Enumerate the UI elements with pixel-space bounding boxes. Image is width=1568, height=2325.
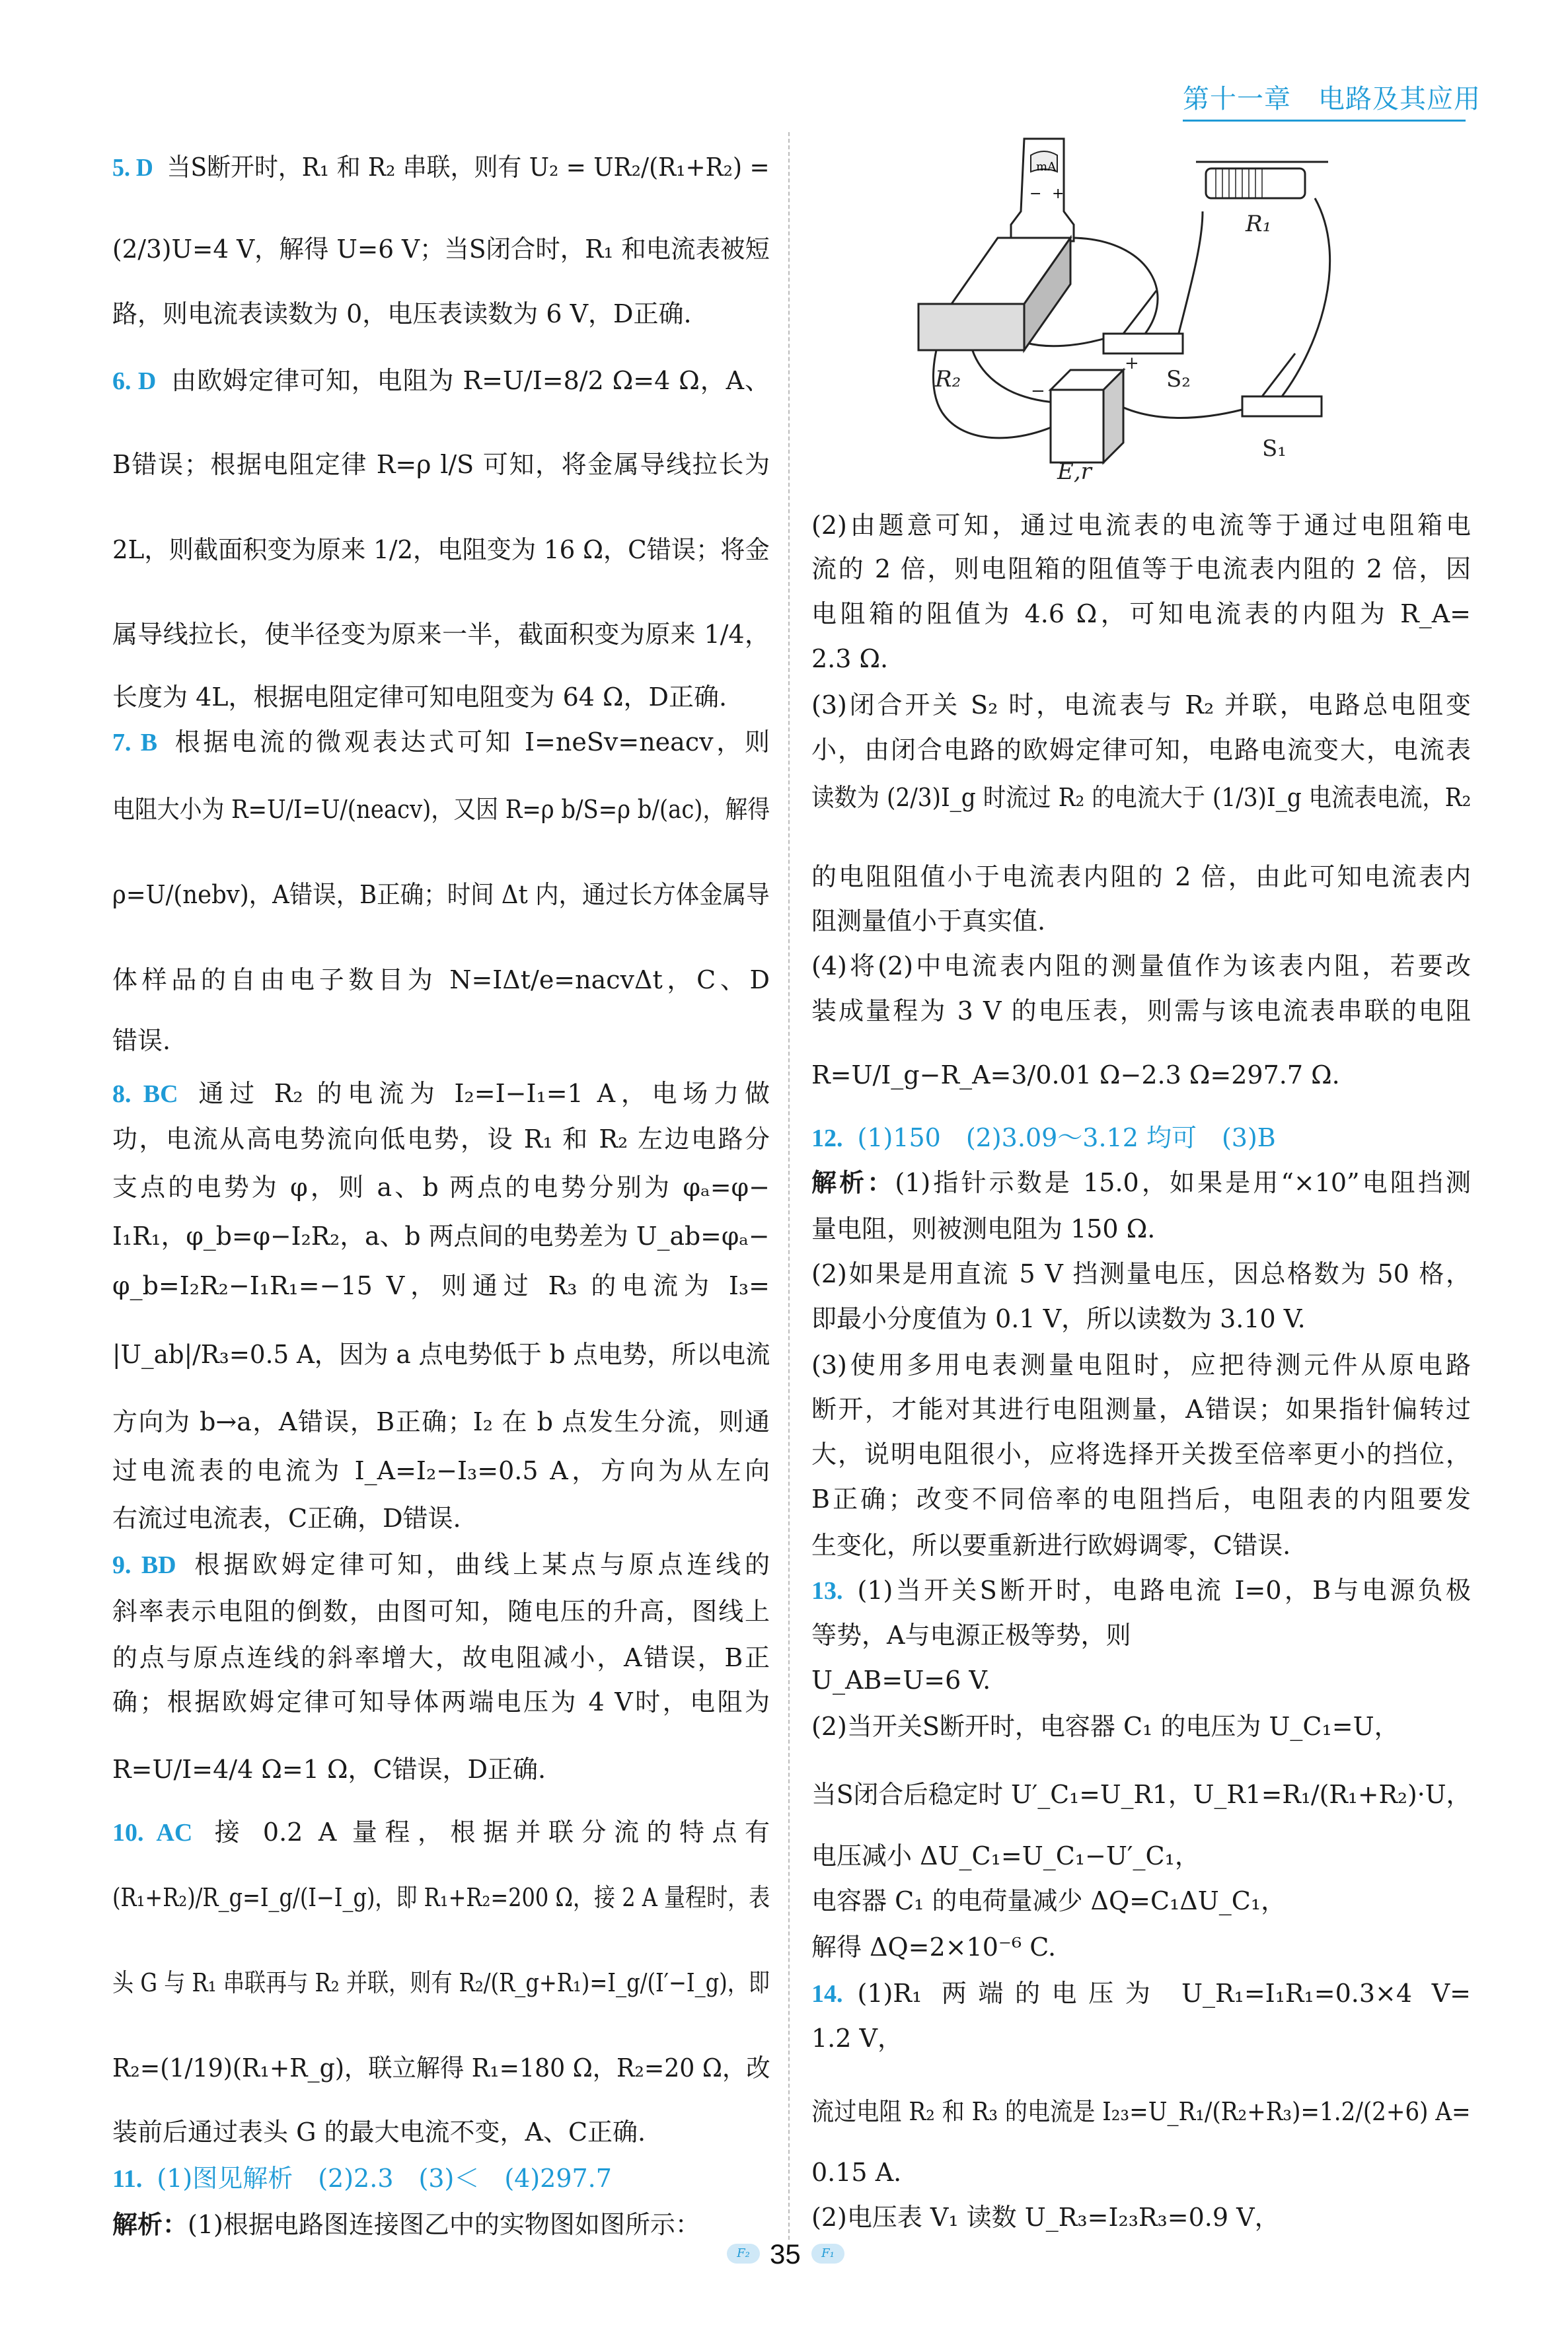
line-text: (1)R₁ 两端的电压为 U_R₁=I₁R₁=0.3×4 V= xyxy=(857,1979,1471,2008)
text-line xyxy=(811,1777,1471,1812)
text-line xyxy=(112,1752,770,1787)
answer-key: (1)图见解析 (2)2.3 (3)＜ (4)297.7 xyxy=(157,2164,612,2193)
text-line xyxy=(811,1437,1471,1471)
line-text: 体样品的自由电子数目为 N=IΔt/e=nacvΔt，C、D xyxy=(112,965,770,994)
line-text: (1)当开关S断开时，电路电流 I=0，B与电源负极 xyxy=(857,1576,1471,1605)
text-line xyxy=(112,1337,770,1372)
line-text: (R₁+R₂)/R_g=I_g/(I−I_g)，即 R₁+R₂=200 Ω，接 2 A 量程时，表 xyxy=(112,1883,770,1912)
line-text: I₁R₁，φ_b=φ−I₂R₂，a、b 两点间的电势差为 U_ab=φₐ− xyxy=(112,1222,770,1251)
text-line xyxy=(811,904,1471,938)
line-text: 接 0.2 A 量程，根据并联分流的特点有 xyxy=(207,1818,770,1847)
text-line xyxy=(112,1594,770,1629)
text-line xyxy=(112,363,770,398)
question-number: 10. AC xyxy=(112,1819,193,1847)
line-text: 量电阻，则被测电阻为 150 Ω. xyxy=(811,1214,1156,1243)
text-line xyxy=(112,1685,770,1719)
question-number: 8. BC xyxy=(112,1080,178,1108)
line-text: 的电阻阻值小于电流表内阻的 2 倍，由此可知电流表内 xyxy=(811,862,1471,891)
line-text: 根据欧姆定律可知，曲线上某点与原点连线的 xyxy=(190,1550,770,1579)
text-line xyxy=(112,877,770,912)
line-text: 阻测量值小于真实值. xyxy=(811,906,1046,936)
s2-label: S₂ xyxy=(1166,366,1191,392)
text-line xyxy=(112,1547,770,1582)
text-line xyxy=(811,1884,1471,1918)
text-line xyxy=(811,780,1471,815)
text-line xyxy=(811,1392,1471,1426)
text-line xyxy=(811,1573,1471,1607)
line-text: R=U/I_g−R_A=3/0.01 Ω−2.3 Ω=297.7 Ω. xyxy=(811,1060,1340,1089)
footer-icon-left-label: F₂ xyxy=(737,2246,750,2260)
text-line xyxy=(112,1501,770,1535)
text-line xyxy=(112,2207,770,2242)
answer-line xyxy=(811,1121,1471,1155)
text-line xyxy=(112,297,770,331)
text-line xyxy=(811,597,1471,631)
battery-icon xyxy=(1031,353,1139,482)
line-text: 属导线拉长，使半径变为原来一半，截面积变为原来 1/4， xyxy=(112,620,770,649)
text-line xyxy=(112,232,770,266)
line-text: 小，由闭合电路的欧姆定律可知，电路电流变大，电流表 xyxy=(811,735,1471,764)
text-line xyxy=(112,792,770,827)
analysis-label: 解析： xyxy=(112,2209,188,2239)
text-line xyxy=(112,1405,770,1439)
text-line xyxy=(811,1930,1471,1964)
text-line xyxy=(811,1482,1471,1516)
text-line xyxy=(112,1966,770,2000)
question-number: 9. BD xyxy=(112,1551,176,1579)
text-line xyxy=(112,725,770,759)
text-line xyxy=(112,1219,770,1253)
text-line xyxy=(112,1269,770,1303)
line-text: 过电流表的电流为 I_A=I₂−I₃=0.5 A，方向为从左向 xyxy=(112,1456,770,1485)
r2-label: R₂ xyxy=(935,366,961,392)
battery-minus: − xyxy=(1031,381,1045,401)
line-text: 方向为 b→a，A错误，B正确；I₂ 在 b 点发生分流，则通 xyxy=(112,1407,770,1436)
text-line xyxy=(811,642,1471,676)
line-text: 大，说明电阻很小，应将选择开关拨至倍率更小的挡位， xyxy=(811,1440,1471,1469)
line-text: (3)使用多用电表测量电阻时，应把待测元件从原电路 xyxy=(811,1350,1471,1380)
positive-charge-icon xyxy=(727,2244,760,2264)
line-text: 功，电流从高电势流向低电势，设 R₁ 和 R₂ 左边电路分 xyxy=(112,1125,770,1154)
meter-minus: − xyxy=(1029,186,1042,202)
line-text: (1)指针示数是 15.0，如果是用“×10”电阻挡测 xyxy=(895,1168,1471,1197)
text-line xyxy=(811,1663,1471,1697)
text-line xyxy=(811,1528,1471,1563)
text-line xyxy=(811,733,1471,767)
line-text: B正确；改变不同倍率的电阻挡后，电阻表的内阻要发 xyxy=(811,1485,1471,1514)
circuit-figure xyxy=(872,126,1401,482)
line-text: 电容器 C₁ 的电荷量减少 ΔQ=C₁ΔU_C₁， xyxy=(811,1886,1287,1915)
text-line xyxy=(112,2051,770,2085)
line-text: 错误. xyxy=(112,1026,171,1055)
chapter-header: 第十一章 电路及其应用 xyxy=(1183,78,1466,122)
line-text: 即最小分度值为 0.1 V，所以读数为 3.10 V. xyxy=(811,1304,1306,1333)
line-text: 当S断开时，R₁ 和 R₂ 串联，则有 U₂ = UR₂/(R₁+R₂) = xyxy=(167,153,770,182)
line-text: 由欧姆定律可知，电阻为 R=U/I=8/2 Ω=4 Ω，A、 xyxy=(170,366,770,395)
line-text: 2L，则截面积变为原来 1/2，电阻变为 16 Ω，C错误；将金 xyxy=(112,535,770,564)
text-line xyxy=(112,2115,770,2149)
line-text: B错误；根据电阻定律 R=ρ l/S 可知，将金属导线拉长为 xyxy=(112,450,770,479)
text-line xyxy=(112,1454,770,1488)
line-text: 确；根据欧姆定律可知导体两端电压为 4 V时，电阻为 xyxy=(112,1687,770,1716)
line-text: U_AB=U=6 V. xyxy=(811,1666,991,1695)
text-line xyxy=(112,1076,770,1111)
switch-s1-icon xyxy=(1242,353,1322,462)
line-text: 1.2 V， xyxy=(811,2024,903,2053)
line-text: (3)闭合开关 S₂ 时，电流表与 R₂ 并联，电路总电阻变 xyxy=(811,690,1471,720)
text-line xyxy=(811,1212,1471,1246)
resistance-box-icon xyxy=(918,238,1070,392)
line-text: 0.15 A. xyxy=(811,2158,902,2187)
text-line xyxy=(811,949,1471,983)
source-label: E,r xyxy=(1057,459,1092,482)
text-line xyxy=(112,1815,770,1849)
question-number: 7. B xyxy=(112,729,158,757)
text-line xyxy=(811,1348,1471,1382)
question-number: 14. xyxy=(811,1980,843,2008)
line-text: ρ=U/(nebv)，A错误，B正确；时间 Δt 内，通过长方体金属导 xyxy=(112,880,770,909)
text-line xyxy=(811,1618,1471,1652)
line-text: (2/3)U=4 V，解得 U=6 V；当S闭合时，R₁ 和电流表被短 xyxy=(112,235,770,264)
line-text: 读数为 (2/3)I_g 时流过 R₂ 的电流大于 (1/3)I_g 电流表电流，R₂ xyxy=(811,783,1472,812)
text-line xyxy=(112,617,770,651)
line-text: 电阻大小为 R=U/I=U/(neacv)，又因 R=ρ b/S=ρ b/(ac)，解得 xyxy=(112,795,770,824)
text-line xyxy=(112,447,770,482)
text-line xyxy=(112,1122,770,1156)
line-text: 支点的电势为 φ，则 a、b 两点的电势分别为 φₐ=φ− xyxy=(112,1173,770,1202)
text-line xyxy=(811,688,1471,722)
text-line xyxy=(811,860,1471,894)
text-line xyxy=(112,963,770,997)
text-line xyxy=(811,994,1471,1028)
line-text: 生变化，所以要重新进行欧姆调零，C错误. xyxy=(811,1531,1291,1560)
r1-label: R₁ xyxy=(1246,211,1272,237)
page-number: 35 xyxy=(770,2238,801,2270)
line-text: (2)电压表 V₁ 读数 U_R₃=I₂₃R₃=0.9 V， xyxy=(811,2203,1280,2232)
question-number: 13. xyxy=(811,1577,843,1605)
line-text: (2)如果是用直流 5 V 挡测量电压，因总格数为 50 格， xyxy=(811,1259,1471,1288)
text-line xyxy=(112,1641,770,1675)
question-number: 6. D xyxy=(112,367,157,395)
text-line xyxy=(811,1165,1471,1200)
line-text: (2)当开关S断开时，电容器 C₁ 的电压为 U_C₁=U， xyxy=(811,1712,1400,1741)
text-line xyxy=(112,1880,770,1915)
text-line xyxy=(112,533,770,567)
line-text: 等势，A与电源正极等势，则 xyxy=(811,1621,1131,1650)
line-text: 流过电阻 R₂ 和 R₃ 的电流是 I₂₃=U_R₁/(R₂+R₃)=1.2/(2+6) A= xyxy=(811,2097,1471,2126)
line-text: 解得 ΔQ=2×10⁻⁶ C. xyxy=(811,1933,1057,1962)
line-text: (4)将(2)中电流表内阻的测量值作为该表内阻，若要改 xyxy=(811,951,1471,980)
line-text: 装成量程为 3 V 的电压表，则需与该电流表串联的电阻 xyxy=(811,996,1471,1025)
rheostat-icon xyxy=(1196,162,1328,237)
question-number: 11. xyxy=(112,2165,143,2193)
line-text: 斜率表示电阻的倒数，由图可知，随电压的升高，图线上 xyxy=(112,1597,770,1626)
milliammeter-icon xyxy=(1011,139,1074,241)
line-text: 右流过电流表，C正确，D错误. xyxy=(112,1504,461,1533)
line-text: φ_b=I₂R₂−I₁R₁=−15 V，则通过 R₃ 的电流为 I₃= xyxy=(112,1271,770,1300)
text-line xyxy=(811,508,1471,542)
line-text: 装前后通过表头 G 的最大电流不变，A、C正确. xyxy=(112,2118,646,2147)
line-text: 头 G 与 R₁ 串联再与 R₂ 并联，则有 R₂/(R_g+R₁)=I_g/(I′−I_g)，即 xyxy=(112,1968,770,1997)
text-line xyxy=(811,2021,1471,2055)
text-line xyxy=(112,150,770,184)
line-text: 电阻箱的阻值为 4.6 Ω，可知电流表的内阻为 R_A= xyxy=(811,599,1471,628)
line-text: R₂=(1/19)(R₁+R_g)，联立解得 R₁=180 Ω，R₂=20 Ω，改 xyxy=(112,2053,770,2083)
text-line xyxy=(811,1839,1471,1873)
text-line xyxy=(112,680,770,714)
text-line xyxy=(811,1058,1471,1092)
line-text: (1)根据电路图连接图乙中的实物图如图所示： xyxy=(188,2210,700,2239)
text-line xyxy=(811,552,1471,586)
s1-label: S₁ xyxy=(1262,435,1287,462)
column-divider xyxy=(788,132,790,2240)
line-text: 的点与原点连线的斜率增大，故电阻减小，A错误，B正 xyxy=(112,1643,770,1672)
answer-line xyxy=(112,2161,770,2196)
line-text: 通过 R₂ 的电流为 I₂=I−I₁=1 A，电场力做 xyxy=(192,1079,770,1108)
line-text: 2.3 Ω. xyxy=(811,644,889,673)
analysis-label: 解析： xyxy=(811,1167,895,1197)
line-text: R=U/I=4/4 Ω=1 Ω，C错误，D正确. xyxy=(112,1755,546,1784)
battery-plus: + xyxy=(1125,353,1139,373)
text-line xyxy=(811,2155,1471,2190)
question-number: 12. xyxy=(811,1125,843,1152)
line-text: 流的 2 倍，则电阻箱的阻值等于电流表内阻的 2 倍，因 xyxy=(811,554,1471,583)
negative-charge-icon xyxy=(811,2244,844,2264)
line-text: 当S闭合后稳定时 U′_C₁=U_R1，U_R1=R₁/(R₁+R₂)·U， xyxy=(811,1780,1472,1809)
footer-icon-right-label: F₁ xyxy=(821,2246,835,2260)
text-line xyxy=(112,1170,770,1204)
meter-plus: + xyxy=(1052,186,1064,202)
line-text: 根据电流的微观表达式可知 I=neSv=neacv，则 xyxy=(172,727,770,757)
question-number: 5. D xyxy=(112,154,153,182)
line-text: 断开，才能对其进行电阻测量，A错误；如果指针偏转过 xyxy=(811,1395,1471,1424)
text-line xyxy=(811,2094,1471,2129)
text-line xyxy=(811,1302,1471,1336)
line-text: 长度为 4L，根据电阻定律可知电阻变为 64 Ω，D正确. xyxy=(112,683,728,712)
line-text: (2)由题意可知，通过电流表的电流等于通过电阻箱电 xyxy=(811,511,1471,540)
line-text: |U_ab|/R₃=0.5 A，因为 a 点电势低于 b 点电势，所以电流 xyxy=(112,1340,770,1369)
line-text: 路，则电流表读数为 0，电压表读数为 6 V，D正确. xyxy=(112,299,692,328)
answer-key: (1)150 (2)3.09～3.12 均可 (3)B xyxy=(857,1123,1276,1152)
text-line xyxy=(811,1976,1471,2011)
meter-label: mA xyxy=(1036,160,1057,174)
line-text: 电压减小 ΔU_C₁=U_C₁−U′_C₁， xyxy=(811,1841,1200,1870)
text-line xyxy=(811,1257,1471,1291)
text-line xyxy=(811,1709,1471,1744)
text-line xyxy=(811,2200,1471,2234)
text-line xyxy=(112,1023,770,1058)
